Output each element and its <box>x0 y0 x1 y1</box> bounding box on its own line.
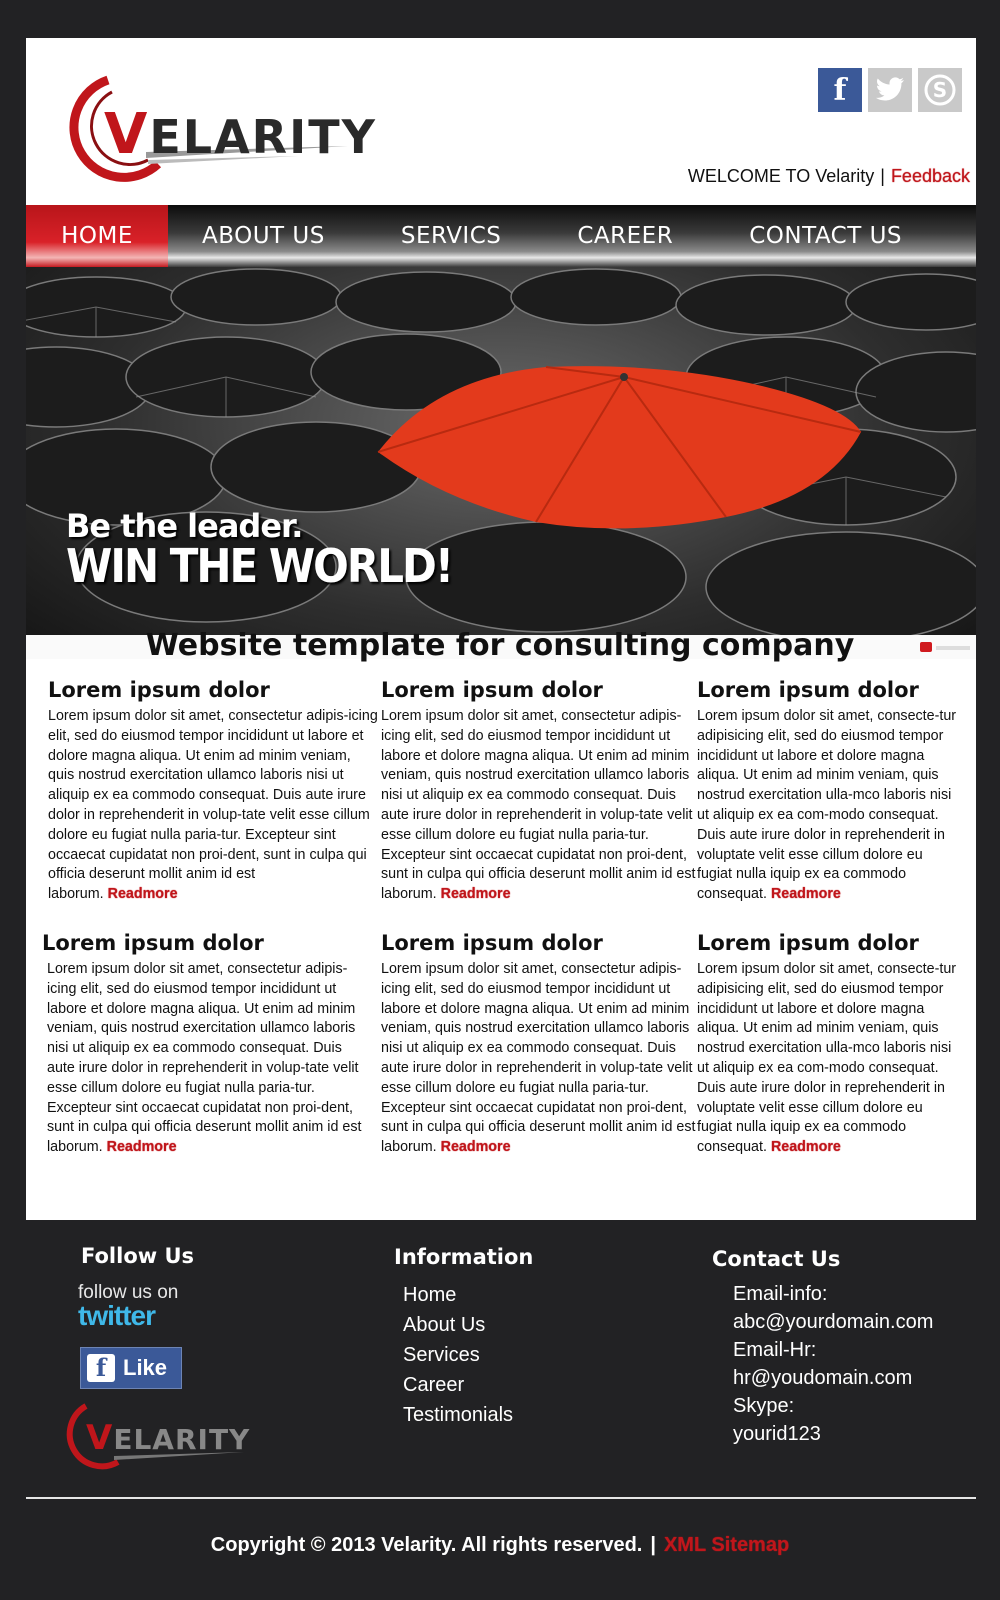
content-column-3 <box>697 678 959 905</box>
column-heading: Lorem ipsum dolor <box>42 931 264 955</box>
facebook-like-button[interactable] <box>80 1347 182 1389</box>
column-heading: Lorem ipsum dolor <box>48 678 270 702</box>
contact-details <box>733 1280 933 1448</box>
contact-skype-id[interactable]: yourid123 <box>733 1423 821 1445</box>
column-body-text: Lorem ipsum dolor sit amet, consectetur adipis-icing elit, sed do eiusmod tempor incididunt ut labore et dolore magna aliqua. Ut enim ad minim veniam, quis nostrud exercitation ullamco laboris nisi ut aliquip ex ea commodo consequat. Duis aute irure dolor in reprehenderit in volup-tate velit esse cillum dolore eu fugiat nulla paria-tur. Excepteur sint occaecat cupidatat non proi-dent, sunt in culpa qui officia deserunt mollit anim id est laborum. <box>48 708 378 903</box>
logo-text <box>104 102 377 167</box>
twitter-icon[interactable] <box>868 68 912 112</box>
welcome-separator: | <box>880 166 885 186</box>
readmore-link[interactable]: Readmore <box>440 1139 511 1156</box>
footer-link-about-us[interactable]: About Us <box>403 1314 486 1336</box>
copyright-text: Copyright © 2013 Velarity. All rights reserved. <box>210 1534 643 1556</box>
twitter-wordmark: twitter <box>78 1300 155 1331</box>
column-body-text: Lorem ipsum dolor sit amet, consecte-tur adipisicing elit, sed do eiusmod tempor incididunt ut labore et dolore magna aliqua. Ut enim ad minim veniam, quis nostrud exercitation ulla-mco laboris nisi ut aliquip ex ea com-modo consequat. Duis aute irure dolor in reprehenderit in voluptate velit esse cillum dolore eu fugiat nulla iquip ex ea commodo consequat. <box>697 708 957 903</box>
footer-link-home[interactable]: Home <box>403 1284 457 1306</box>
follow-us-heading: Follow Us <box>81 1244 195 1268</box>
welcome-bar <box>688 166 970 187</box>
facebook-icon: f <box>87 1354 115 1382</box>
svg-text:S: S <box>932 78 948 102</box>
copyright-separator: | <box>650 1534 656 1556</box>
logo-letters: ELARITY <box>149 110 377 164</box>
footer-link-career[interactable]: Career <box>403 1374 465 1396</box>
column-body-text: Lorem ipsum dolor sit amet, consectetur adipis-icing elit, sed do eiusmod tempor incididunt ut labore et dolore magna aliqua. Ut enim ad minim veniam, quis nostrud exercitation ullamco laboris nisi ut aliquip ex ea commodo consequat. Duis aute irure dolor in reprehenderit in volup-tate velit esse cillum dolore eu fugiat nulla paria-tur. Excepteur sint occaecat cupidatat non proi-dent, sunt in culpa qui officia deserunt mollit anim id est laborum. <box>47 961 362 1156</box>
umbrellas-illustration <box>26 267 976 659</box>
footer-divider <box>26 1497 976 1499</box>
content-column-5 <box>381 931 696 1158</box>
nav-item-contact-us[interactable]: CONTACT US <box>749 223 903 249</box>
information-heading: Information <box>394 1245 534 1269</box>
content-column-2 <box>381 678 696 905</box>
copyright-bar <box>0 1534 1000 1557</box>
footer-link-testimonials[interactable]: Testimonials <box>403 1404 514 1426</box>
skype-icon[interactable] <box>918 68 962 112</box>
column-body <box>697 707 959 905</box>
column-body <box>42 960 362 1158</box>
xml-sitemap-link[interactable]: XML Sitemap <box>663 1534 790 1556</box>
footer-logo-letter-v: V <box>86 1418 114 1458</box>
logo[interactable] <box>48 72 377 182</box>
column-body <box>48 707 378 905</box>
contact-label: Email-info: <box>733 1283 828 1305</box>
nav-item-about-us[interactable]: ABOUT US <box>202 223 325 249</box>
footer-logo <box>48 1402 251 1474</box>
footer-logo-text <box>86 1418 250 1458</box>
footer-logo-letters: ELARITY <box>113 1423 251 1456</box>
column-body <box>381 960 696 1158</box>
contact-label: Email-Hr: <box>733 1339 817 1361</box>
content-column-6 <box>697 931 959 1158</box>
column-body-text: Lorem ipsum dolor sit amet, consecte-tur adipisicing elit, sed do eiusmod tempor incididunt ut labore et dolore magna aliqua. Ut enim ad minim veniam, quis nostrud exercitation ulla-mco laboris nisi ut aliquip ex ea com-modo consequat. Duis aute irure dolor in reprehenderit in voluptate velit esse cillum dolore eu fugiat nulla iquip ex ea commodo consequat. <box>697 961 957 1156</box>
hero-tagline-line2: WIN THE WORLD! <box>66 539 452 593</box>
footer-link-services[interactable]: Services <box>403 1344 480 1366</box>
social-links <box>818 68 962 112</box>
readmore-link[interactable]: Readmore <box>770 886 841 903</box>
header <box>26 38 976 205</box>
contact-email-hr[interactable]: hr@youdomain.com <box>733 1367 913 1389</box>
readmore-link[interactable]: Readmore <box>106 1139 177 1156</box>
contact-us-heading: Contact Us <box>712 1247 841 1271</box>
column-body <box>381 707 696 905</box>
contact-label: Skype: <box>733 1395 795 1417</box>
column-heading: Lorem ipsum dolor <box>381 931 603 955</box>
skype-logo-icon <box>923 73 957 107</box>
like-label: Like <box>123 1355 168 1380</box>
readmore-link[interactable]: Readmore <box>770 1139 841 1156</box>
page-title: Website template for consulting company <box>145 628 855 663</box>
nav-item-services[interactable]: SERVICS <box>400 223 502 249</box>
hero-tagline-line1: Be the leader. <box>66 507 303 545</box>
feedback-link[interactable]: Feedback <box>890 166 970 186</box>
main-nav <box>26 205 976 267</box>
logo-letter-v: V <box>104 102 150 167</box>
column-heading: Lorem ipsum dolor <box>697 931 919 955</box>
column-body <box>697 960 959 1158</box>
content-column-1 <box>48 678 378 905</box>
readmore-link[interactable]: Readmore <box>107 886 178 903</box>
hero-banner <box>26 267 976 659</box>
contact-email-info[interactable]: abc@yourdomain.com <box>733 1311 934 1333</box>
column-heading: Lorem ipsum dolor <box>697 678 919 702</box>
twitter-follow-caption: follow us on <box>78 1282 179 1303</box>
column-heading: Lorem ipsum dolor <box>381 678 603 702</box>
information-links <box>403 1280 513 1430</box>
content-column-4 <box>42 931 362 1158</box>
readmore-link[interactable]: Readmore <box>440 886 511 903</box>
welcome-text: WELCOME TO Velarity <box>687 166 875 186</box>
facebook-icon[interactable]: f <box>818 68 862 112</box>
twitter-bird-icon <box>875 77 905 103</box>
nav-item-home[interactable]: HOME <box>26 205 168 267</box>
nav-item-career[interactable]: CAREER <box>577 223 674 249</box>
twitter-follow-badge[interactable] <box>78 1283 178 1329</box>
column-body-text: Lorem ipsum dolor sit amet, consectetur adipis-icing elit, sed do eiusmod tempor incididunt ut labore et dolore magna aliqua. Ut enim ad minim veniam, quis nostrud exercitation ullamco laboris nisi ut aliquip ex ea commodo consequat. Duis aute irure dolor in reprehenderit in volup-tate velit esse cillum dolore eu fugiat nulla paria-tur. Excepteur sint occaecat cupidatat non proi-dent, sunt in culpa qui officia deserunt mollit anim id est laborum. <box>381 708 696 903</box>
column-body-text: Lorem ipsum dolor sit amet, consectetur adipis-icing elit, sed do eiusmod tempor incididunt ut labore et dolore magna aliqua. Ut enim ad minim veniam, quis nostrud exercitation ullamco laboris nisi ut aliquip ex ea commodo consequat. Duis aute irure dolor in reprehenderit in volup-tate velit esse cillum dolore eu fugiat nulla paria-tur. Excepteur sint occaecat cupidatat non proi-dent, sunt in culpa qui officia deserunt mollit anim id est laborum. <box>381 961 696 1156</box>
